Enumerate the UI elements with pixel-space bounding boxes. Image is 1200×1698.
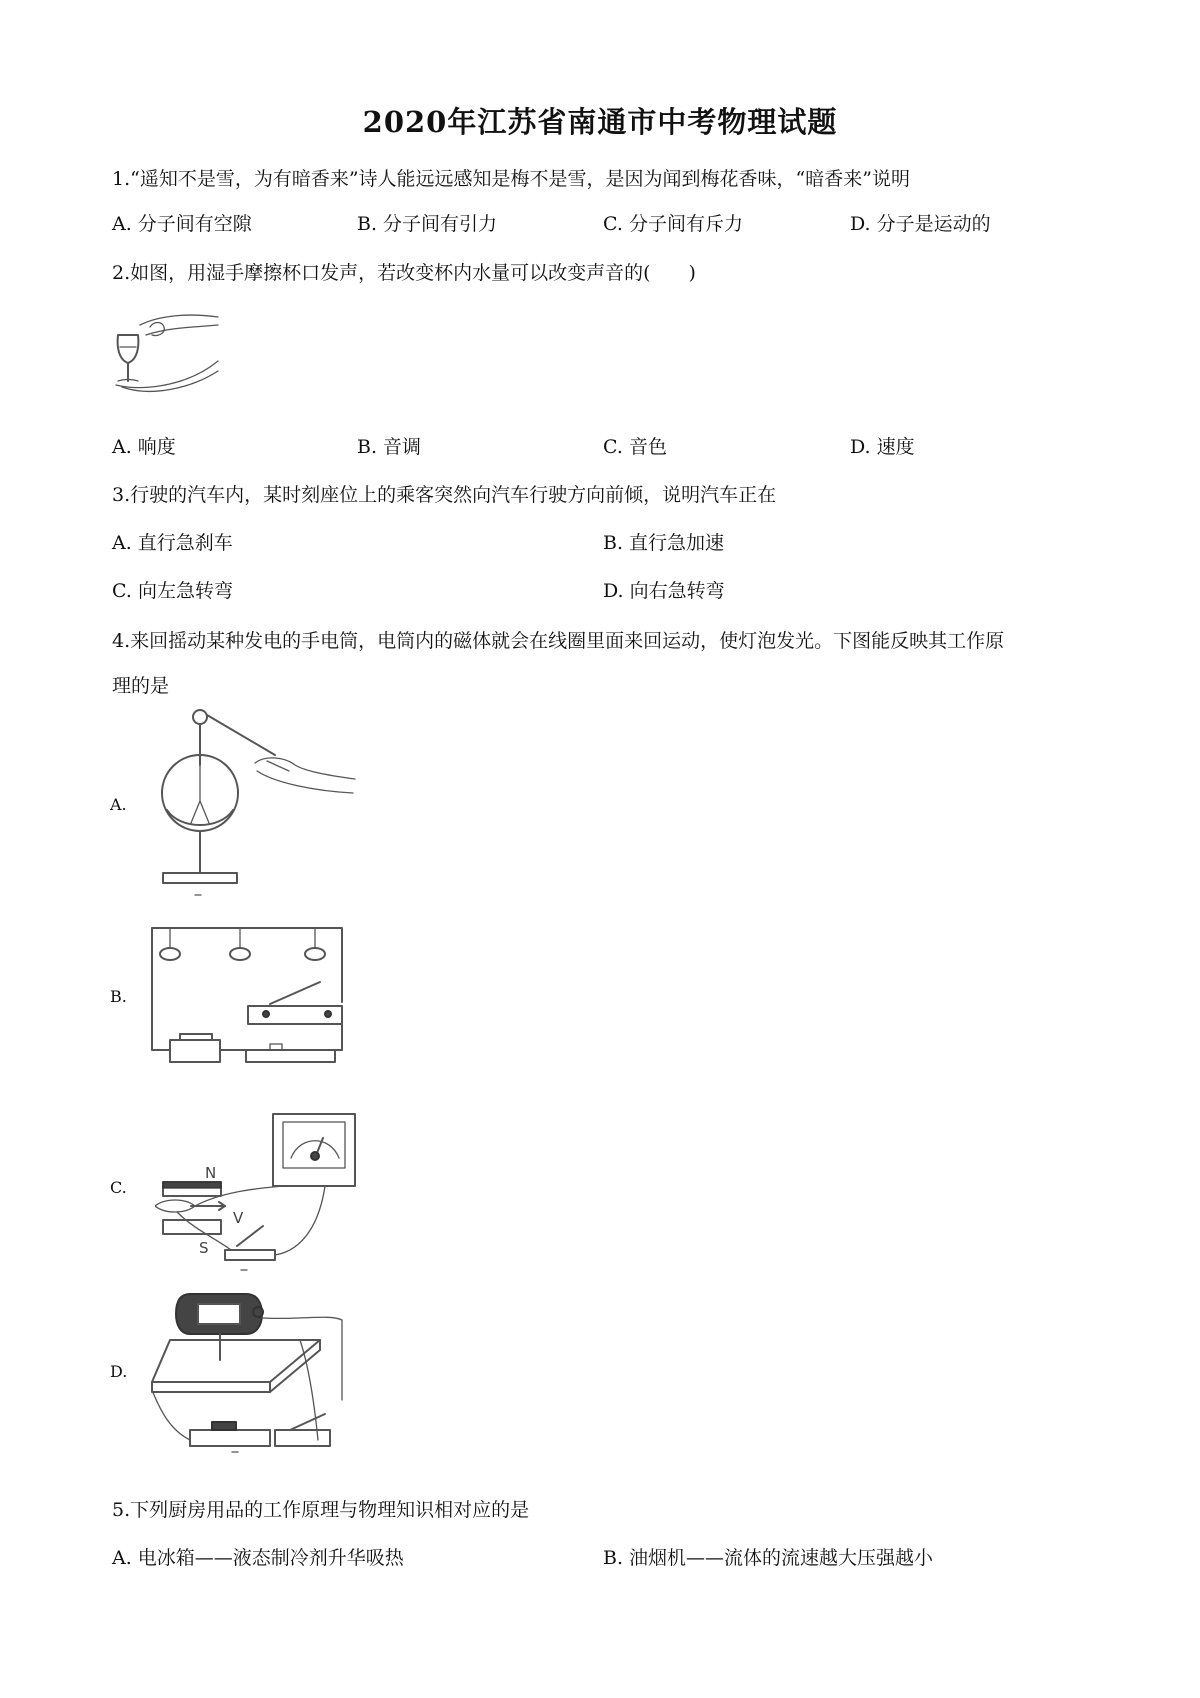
question-2-option-a: A. 响度: [112, 436, 176, 458]
question-2-option-d: D. 速度: [850, 436, 915, 458]
velocity-label: V: [233, 1209, 244, 1227]
question-2-stem: 2.如图，用湿手摩擦杯口发声，若改变杯内水量可以改变声音的( ): [112, 262, 696, 284]
page-title: 2020年江苏省南通市中考物理试题: [362, 105, 838, 139]
question-1-option-b: B. 分子间有引力: [357, 213, 498, 235]
question-5-stem: 5.下列厨房用品的工作原理与物理知识相对应的是: [112, 1499, 530, 1521]
question-2-option-c: C. 音色: [603, 436, 667, 458]
question-5-option-a: A. 电冰箱——液态制冷剂升华吸热: [112, 1547, 404, 1569]
question-4-figure-d-electromagnet: [150, 1290, 350, 1460]
question-4-option-a-label: A.: [110, 795, 127, 814]
question-4-figure-b-circuit: [150, 922, 350, 1072]
question-4-figure-a-electroscope: [155, 705, 365, 905]
magnet-north-label: N: [205, 1164, 217, 1182]
question-3-option-b: B. 直行急加速: [603, 532, 725, 554]
question-2-option-b: B. 音调: [357, 436, 422, 458]
question-3-option-a: A. 直行急刹车: [112, 532, 233, 554]
question-4-option-d-label: D.: [110, 1362, 128, 1381]
question-4-option-c-label: C.: [110, 1178, 127, 1197]
question-3-option-d: D. 向右急转弯: [603, 580, 725, 602]
question-2-glass-figure: [110, 305, 230, 410]
magnet-south-label: S: [199, 1239, 209, 1257]
question-3-stem: 3.行驶的汽车内，某时刻座位上的乘客突然向汽车行驶方向前倾，说明汽车正在: [112, 484, 777, 506]
question-4-stem-line-2: 理的是: [112, 675, 170, 697]
question-5-option-b: B. 油烟机——流体的流速越大压强越小: [603, 1547, 934, 1569]
question-1-option-c: C. 分子间有斥力: [603, 213, 743, 235]
question-4-stem-line-1: 4.来回摇动某种发电的手电筒，电筒内的磁体就会在线圈里面来回运动，使灯泡发光。下图能反映其工作原: [112, 630, 1005, 652]
question-4-figure-c-induction: [155, 1110, 365, 1275]
question-3-option-c: C. 向左急转弯: [112, 580, 233, 602]
question-1-option-d: D. 分子是运动的: [850, 213, 991, 235]
question-1-option-a: A. 分子间有空隙: [112, 213, 252, 235]
question-1-stem: 1.“遥知不是雪，为有暗香来”诗人能远远感知是梅不是雪，是因为闻到梅花香味，“暗香来”说明: [112, 168, 910, 190]
question-4-option-b-label: B.: [110, 987, 127, 1006]
